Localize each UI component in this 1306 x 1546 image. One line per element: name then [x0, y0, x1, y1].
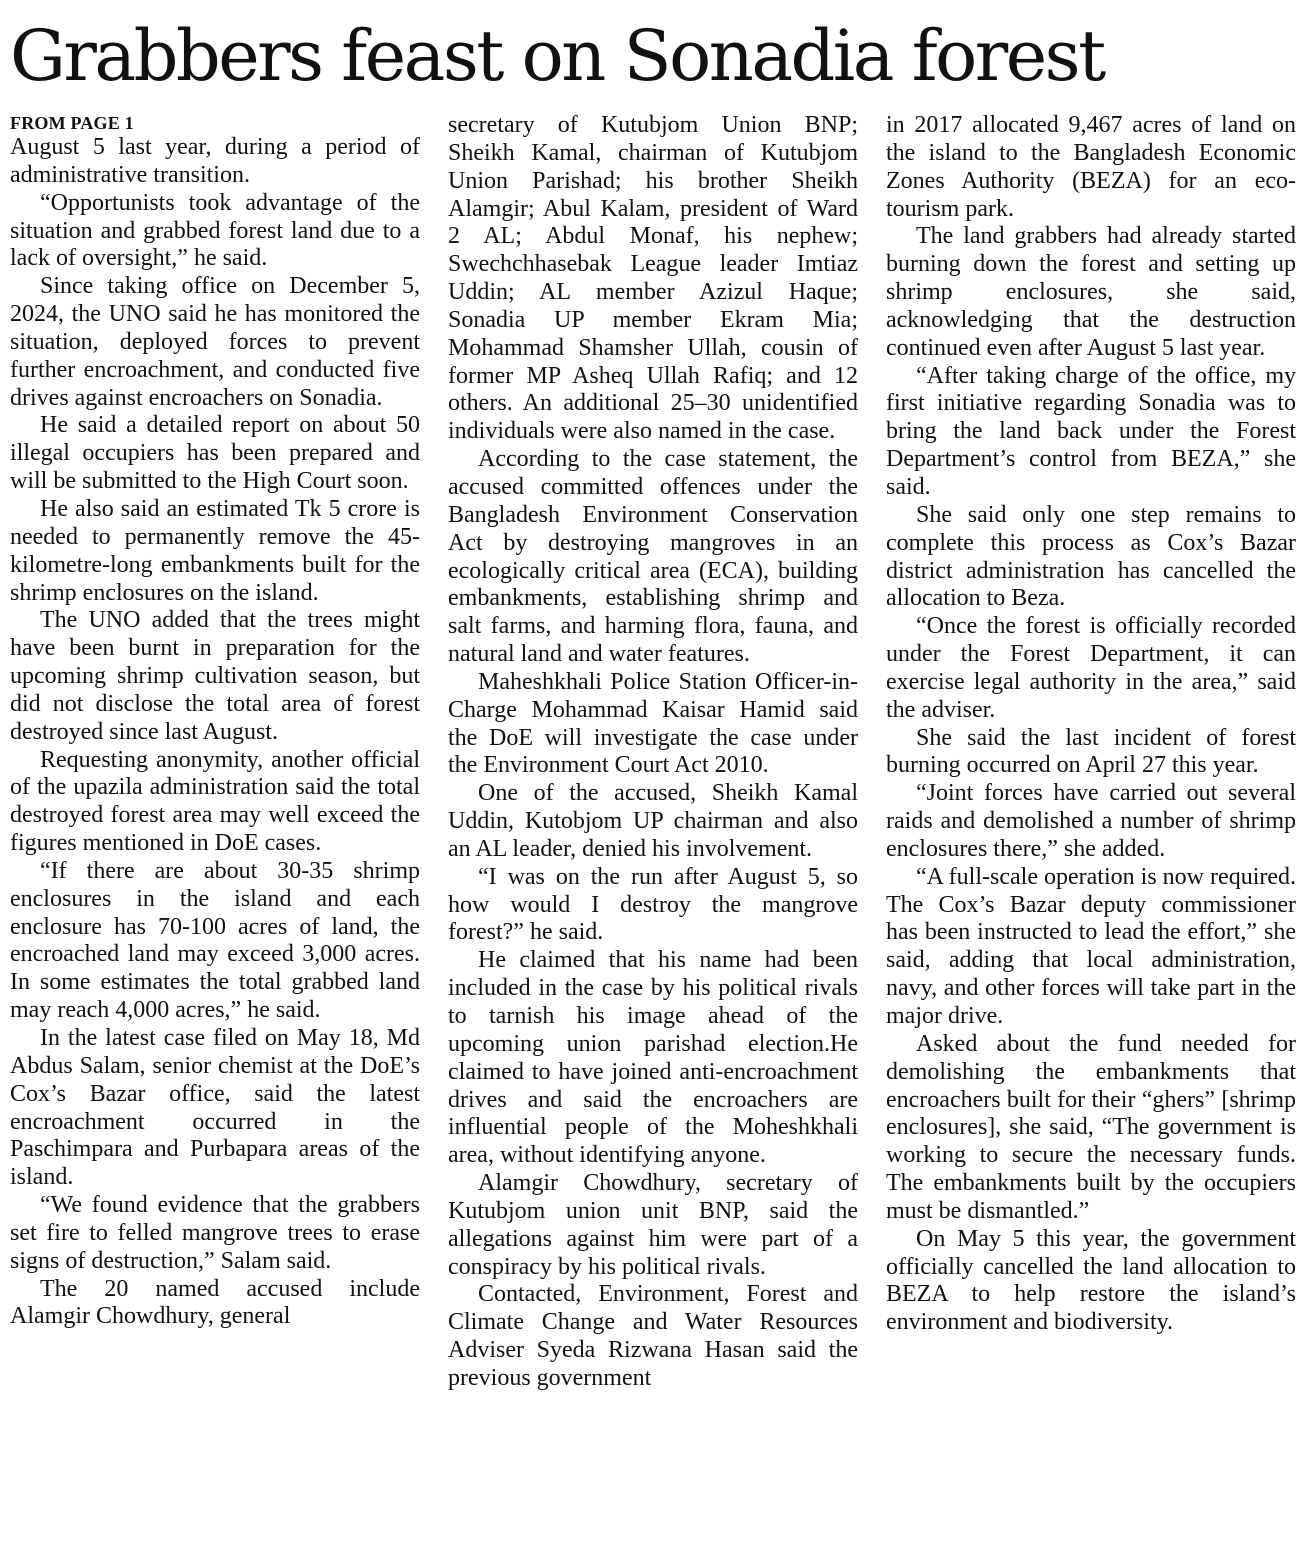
paragraph: secretary of Kutubjom Union BNP; Sheikh Kamal, chairman of Kutubjom Union Parishad; his brother Sheikh Alamgir; Abul Kalam, president of Ward 2 AL; Abdul Monaf, his nephew; Swechchhasebak League leader Imtiaz Uddin; AL member Azizul Haque; Sonadia UP member Ekram Mia; Mohammad Shamsher Ullah, cousin of former MP Asheq Ullah Rafiq; and 12 others. An additional 25–30 unidentified individuals were also named in the case.	[448, 112, 858, 445]
paragraph: He also said an estimated Tk 5 crore is needed to permanently remove the 45-kilometre-long embankments built for the shrimp enclosures on the island.	[10, 495, 420, 606]
article-column-1	[10, 112, 420, 1331]
paragraph: “A full-scale operation is now required. The Cox’s Bazar deputy commissioner has been instructed to lead the effort,” she said, adding that local administration, navy, and other forces will take part in the major drive.	[886, 863, 1296, 1029]
headline: Grabbers feast on Sonadia forest	[10, 15, 1104, 97]
paragraph: She said only one step remains to complete this process as Cox’s Bazar district administration has cancelled the allocation to Beza.	[886, 501, 1296, 612]
paragraph: He claimed that his name had been included in the case by his political rivals to tarnish his image ahead of the upcoming union parishad election.He claimed to have joined anti-encroachment drives and said the encroachers are influential people of the Moheshkhali area, without identifying anyone.	[448, 947, 858, 1169]
paragraph: In the latest case filed on May 18, Md Abdus Salam, senior chemist at the DoE’s Cox’s Bazar office, said the latest encroachment occurred in the Paschimpara and Purbapara areas of the island.	[10, 1025, 420, 1191]
paragraph: The 20 named accused include Alamgir Chowdhury, general	[10, 1275, 420, 1330]
paragraph: “After taking charge of the office, my first initiative regarding Sonadia was to bring the land back under the Forest Department’s control from BEZA,” she said.	[886, 362, 1296, 500]
paragraph: August 5 last year, during a period of administrative transition.	[10, 134, 420, 188]
paragraph: The land grabbers had already started burning down the forest and setting up shrimp enclosures, she said, acknowledging that the destruction continued even after August 5 last year.	[886, 223, 1296, 361]
paragraph: “Joint forces have carried out several raids and demolished a number of shrimp enclosures there,” she added.	[886, 780, 1296, 862]
paragraph: Asked about the fund needed for demolishing the embankments that encroachers built for their “ghers” [shrimp enclosures], she said, “The government is working to secure the necessary funds. The embankments built by the occupiers must be dismantled.”	[886, 1030, 1296, 1224]
paragraph: Requesting anonymity, another official of the upazila administration said the total destroyed forest area may well exceed the figures mentioned in DoE cases.	[10, 746, 420, 857]
paragraph: “I was on the run after August 5, so how would I destroy the mangrove forest?” he said.	[448, 863, 858, 946]
paragraph: Maheshkhali Police Station Officer-in-Charge Mohammad Kaisar Hamid said the DoE will investigate the case under the Environment Court Act 2010.	[448, 668, 858, 779]
paragraph: According to the case statement, the accused committed offences under the Bangladesh Environment Conservation Act by destroying mangroves in an ecologically critical area (ECA), building embankments, establishing shrimp and salt farms, and harming flora, fauna, and natural land and water features.	[448, 446, 858, 668]
article-column-2	[448, 112, 858, 1393]
paragraph: She said the last incident of forest burning occurred on April 27 this year.	[886, 724, 1296, 779]
paragraph: On May 5 this year, the government officially cancelled the land allocation to BEZA to help restore the island’s environment and biodiversity.	[886, 1225, 1296, 1336]
paragraph: in 2017 allocated 9,467 acres of land on the island to the Bangladesh Economic Zones Authority (BEZA) for an eco-tourism park.	[886, 112, 1296, 222]
paragraph: He said a detailed report on about 50 illegal occupiers has been prepared and will be submitted to the High Court soon.	[10, 412, 420, 495]
paragraph: Alamgir Chowdhury, secretary of Kutubjom union unit BNP, said the allegations against him were part of a conspiracy by his political rivals.	[448, 1170, 858, 1280]
paragraph: “Once the forest is officially recorded under the Forest Department, it can exercise legal authority in the area,” said the adviser.	[886, 613, 1296, 723]
paragraph: “Opportunists took advantage of the situation and grabbed forest land due to a lack of oversight,” he said.	[10, 189, 420, 272]
paragraph: The UNO added that the trees might have been burnt in preparation for the upcoming shrimp cultivation season, but did not disclose the total area of forest destroyed since last August.	[10, 607, 420, 745]
paragraph: Since taking office on December 5, 2024, the UNO said he has monitored the situation, deployed forces to prevent further encroachment, and conducted five drives against encroachers on Sonadia.	[10, 273, 420, 411]
kicker-from-page-1: FROM PAGE 1	[10, 113, 134, 133]
paragraph: “If there are about 30-35 shrimp enclosures in the island and each enclosure has 70-100 acres of land, the encroached land may exceed 3,000 acres. In some estimates the total grabbed land may reach 4,000 acres,” he said.	[10, 857, 420, 1024]
paragraph: One of the accused, Sheikh Kamal Uddin, Kutobjom UP chairman and also an AL leader, denied his involvement.	[448, 780, 858, 862]
paragraph: Contacted, Environment, Forest and Climate Change and Water Resources Adviser Syeda Rizwana Hasan said the previous government	[448, 1281, 858, 1391]
article-column-3	[886, 112, 1296, 1337]
paragraph: “We found evidence that the grabbers set fire to felled mangrove trees to erase signs of destruction,” Salam said.	[10, 1192, 420, 1274]
